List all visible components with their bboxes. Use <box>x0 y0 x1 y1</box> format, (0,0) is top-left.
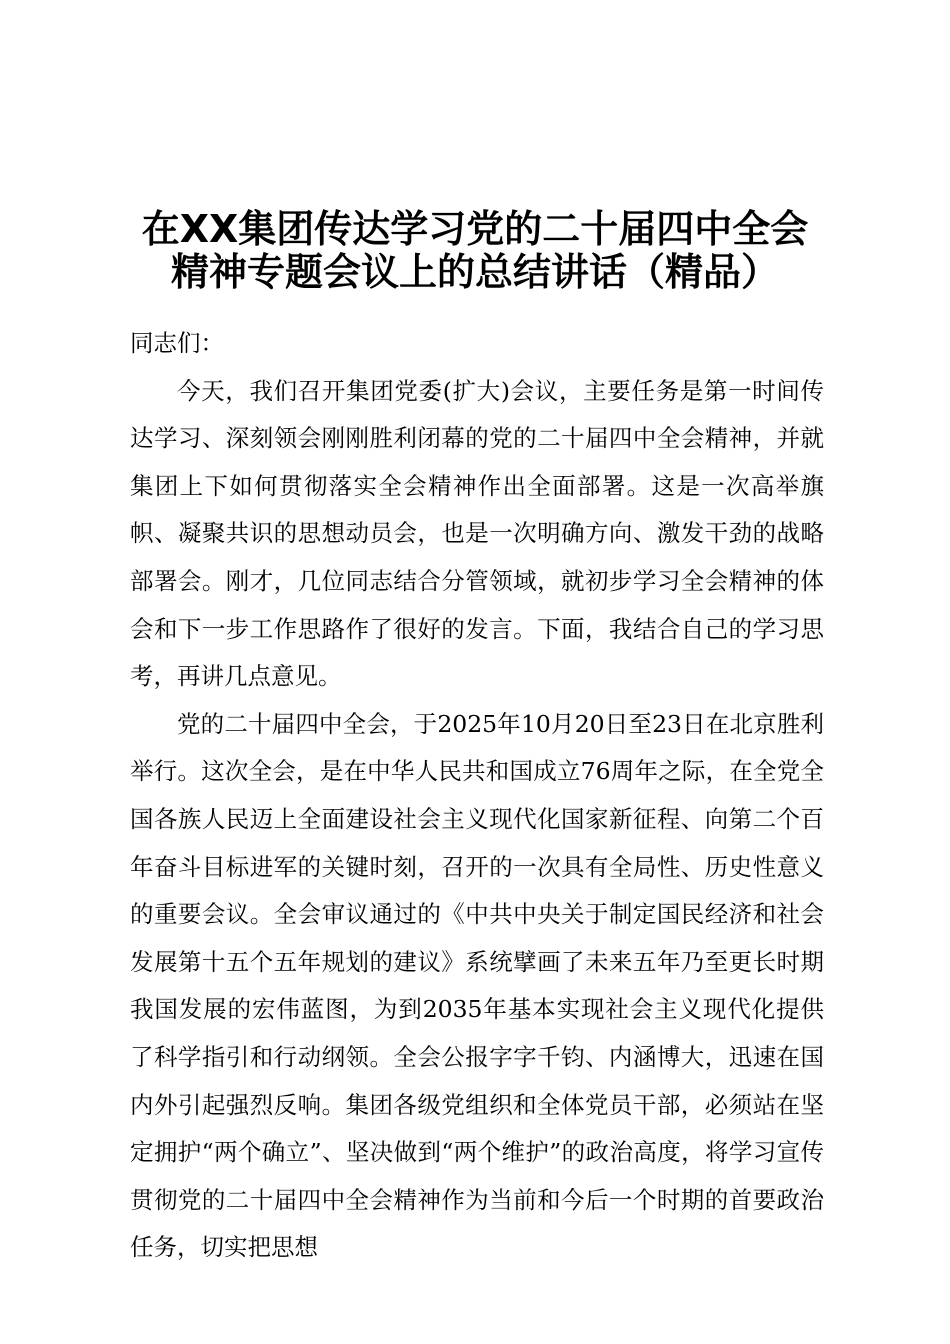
paragraph-opening: 今天，我们召开集团党委(扩大)会议，主要任务是第一时间传达学习、深刻领会刚刚胜利闭幕的党的二十届四中全会精神，并就集团上下如何贯彻落实全会精神作出全面部署。这是一次高举旗帜、凝聚共识的思想动员会，也是一次明确方向、激发干劲的战略部署会。刚才，几位同志结合分管领域，就初步学习全会精神的体会和下一步工作思路作了很好的发言。下面，我结合自己的学习思考，再讲几点意见。 <box>130 376 824 691</box>
paragraph-plenum-background: 党的二十届四中全会，于2025年10月20日至23日在北京胜利举行。这次全会，是在中华人民共和国成立76周年之际，在全党全国各族人民迈上全面建设社会主义现代化国家新征程、向第二个百年奋斗目标进军的关键时刻，召开的一次具有全局性、历史性意义的重要会议。全会审议通过的《中共中央关于制定国民经济和社会发展第十五个五年规划的建议》系统擘画了未来五年乃至更长时期我国发展的宏伟蓝图，为到2035年基本实现社会主义现代化提供了科学指引和行动纲领。全会公报字字千钧、内涵博大，迅速在国内外引起强烈反响。集团各级党组织和全体党员干部，必须站在坚定拥护“两个确立”、坚决做到“两个维护”的政治高度，将学习宣传贯彻党的二十届四中全会精神作为当前和今后一个时期的首要政治任务，切实把思想 <box>130 709 824 1262</box>
salutation: 同志们： <box>130 329 224 357</box>
document-body <box>130 320 824 1272</box>
title-line-2: 精神专题会议上的总结讲话（精品） <box>170 250 779 295</box>
document-title <box>100 208 850 294</box>
title-line-1: 在XX集团传达学习党的二十届四中全会 <box>141 207 809 252</box>
